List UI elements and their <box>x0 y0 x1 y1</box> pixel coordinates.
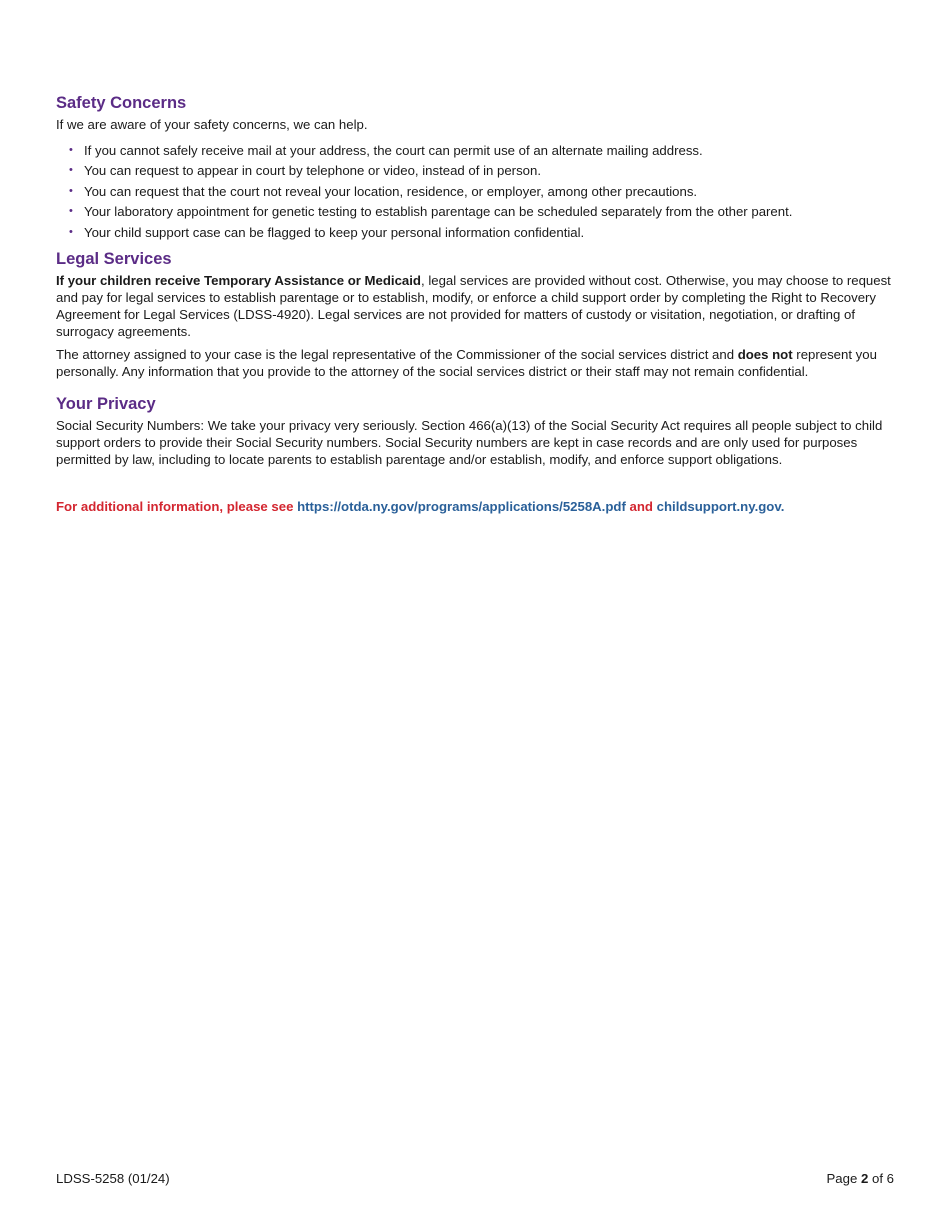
bullet-icon: • <box>69 144 73 156</box>
section-heading-safety: Safety Concerns <box>56 94 187 112</box>
list-item-text: Your child support case can be flagged to keep your personal information confidential. <box>84 224 585 240</box>
additional-info-line <box>56 498 896 515</box>
list-item <box>56 203 896 220</box>
list-item-text: Your laboratory appointment for genetic testing to establish parentage can be scheduled separately from the other parent. <box>84 204 793 220</box>
safety-concerns-section <box>56 92 896 241</box>
otda-pdf-link[interactable]: https://otda.ny.gov/programs/applications/5258A.pdf <box>297 498 626 514</box>
legal-bold-condition: If your children receive Temporary Assistance or Medicaid <box>56 272 421 288</box>
list-item-text: If you cannot safely receive mail at your address, the court can permit use of an alternate mailing address. <box>84 143 703 158</box>
list-item-text: You can request that the court not reveal your location, residence, or employer, among other precautions. <box>84 183 698 199</box>
legal-bold-does-not: does not <box>737 346 793 362</box>
list-item <box>56 142 896 159</box>
bullet-icon: • <box>69 184 73 197</box>
privacy-paragraph: Social Security Numbers: We take your privacy very seriously. Section 466(a)(13) of the Social Security Act requires all people subject to child support orders to provide their Social Security numbers. Social Security numbers are kept in case records and are only used for purposes permitted by law, including to locate parents to establish parentage and/or establish, modify, and enforce support obligations. <box>56 417 883 467</box>
page-suffix: of 6 <box>868 1171 894 1186</box>
list-item-text: You can request to appear in court by telephone or video, instead of in person. <box>84 163 541 179</box>
document-body <box>56 90 896 515</box>
form-id: LDSS-5258 (01/24) <box>56 1171 170 1186</box>
additional-info-and: and <box>625 498 657 514</box>
childsupport-link[interactable]: childsupport.ny.gov <box>656 498 781 514</box>
bullet-icon: • <box>69 205 73 218</box>
list-item <box>56 162 896 179</box>
safety-intro: If we are aware of your safety concerns, we can help. <box>56 117 368 132</box>
page-number <box>827 1170 894 1187</box>
legal-paragraph-2 <box>56 346 896 380</box>
bullet-icon: • <box>69 225 73 238</box>
legal-paragraph-2-end: represent you personally. Any information that you provide to the attorney of the social services district or their staff may not remain confidential. <box>56 346 877 379</box>
legal-paragraph-2-start: The attorney assigned to your case is the legal representative of the Commissioner of the social services district and <box>56 346 738 362</box>
page-current: 2 <box>860 1171 869 1186</box>
bullet-icon: • <box>69 164 73 177</box>
list-item <box>56 183 896 200</box>
privacy-section <box>56 393 896 468</box>
section-heading-privacy: Your Privacy <box>56 394 156 413</box>
safety-list <box>56 142 896 241</box>
legal-services-section <box>56 248 896 380</box>
page-prefix: Page <box>826 1171 861 1186</box>
additional-info-prefix: For additional information, please see <box>56 498 298 514</box>
legal-paragraph-1 <box>56 272 896 340</box>
legal-paragraph-1-text: , legal services are provided without cost. Otherwise, you may choose to request and pay for legal services to establish parentage or to establish, modify, or enforce a child support order by completing the Right to Recovery Agreement for Legal Services (LDSS-4920). Legal services are not provided for matters of custody or visitation, negotiation, or drafting of surrogacy agreements. <box>56 272 891 339</box>
section-heading-legal: Legal Services <box>56 249 172 268</box>
additional-info-suffix: . <box>780 498 785 514</box>
list-item <box>56 224 896 241</box>
